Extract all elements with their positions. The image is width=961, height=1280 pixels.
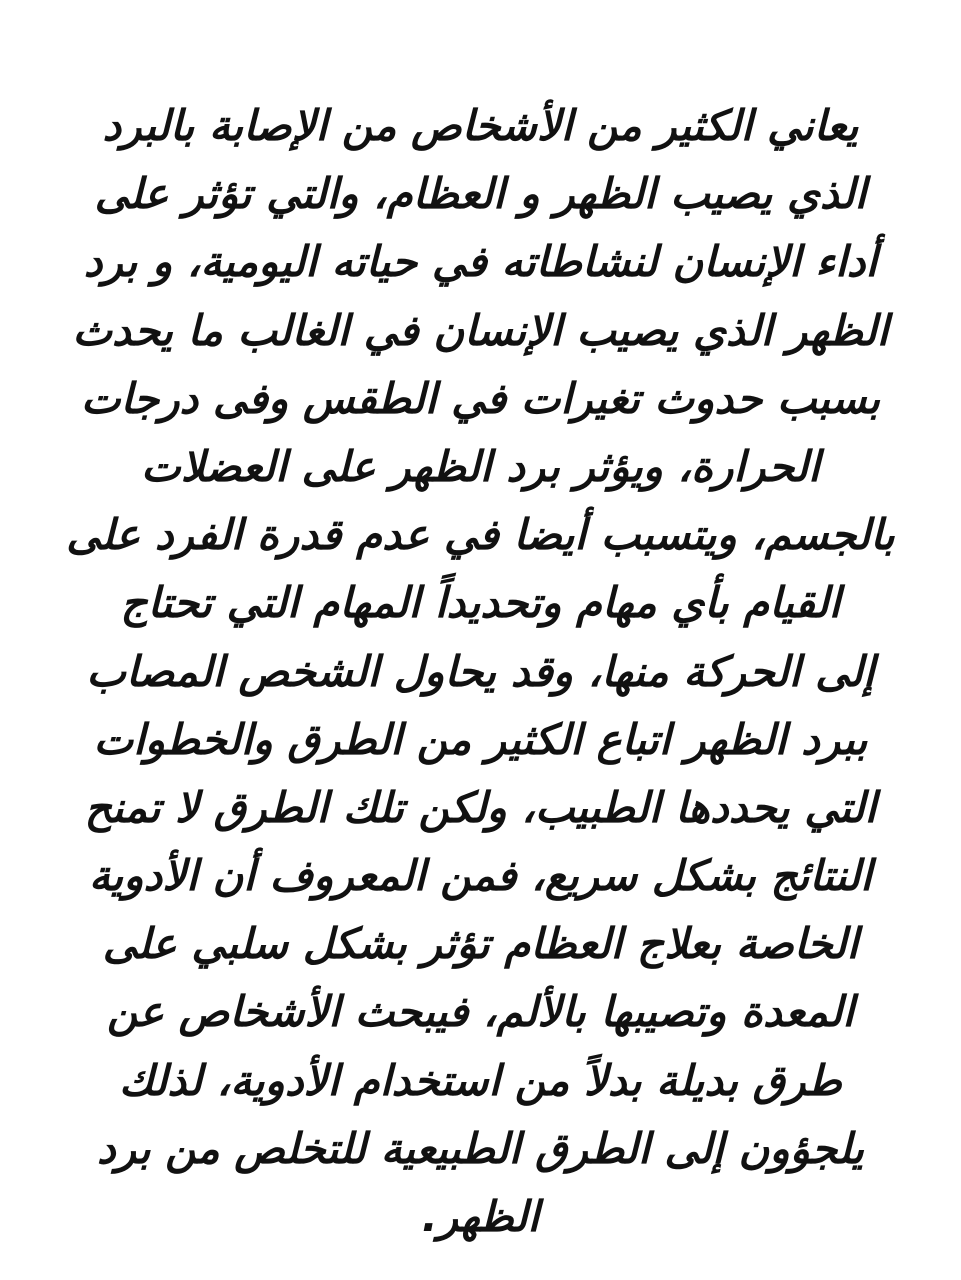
text-line: الظهر الذي يصيب الإنسان في الغالب ما يحدث: [72, 305, 889, 355]
text-line: أداء الإنسان لنشاطاته في حياته اليومية، و برد: [83, 237, 878, 287]
text-line: المعدة وتصيبها بالألم، فيبحث الأشخاص عن: [106, 987, 855, 1037]
text-line-last: الظهر.: [421, 1192, 540, 1241]
text-line: طرق بديلة بدلاً من استخدام الأدوية، لذلك: [119, 1055, 842, 1105]
article-text: [10, 92, 951, 1251]
text-line: إلى الحركة منها، وقد يحاول الشخص المصاب: [86, 646, 875, 696]
text-line: ببرد الظهر اتباع الكثير من الطرق والخطوات: [93, 714, 868, 764]
text-line: الذي يصيب الظهر و العظام، والتي تؤثر على: [94, 169, 867, 219]
text-line: النتائج بشكل سريع، فمن المعروف أن الأدوية: [89, 851, 872, 901]
text-line: الخاصة بعلاج العظام تؤثر بشكل سلبي على: [102, 919, 859, 969]
text-line: بالجسم، ويتسبب أيضا في عدم قدرة الفرد على: [66, 510, 895, 560]
text-line: يعاني الكثير من الأشخاص من الإصابة بالبرد: [102, 101, 859, 150]
text-line: بسبب حدوث تغيرات في الطقس وفى درجات: [80, 373, 881, 423]
text-line: الحرارة، ويؤثر برد الظهر على العضلات: [141, 441, 820, 491]
text-line: التي يحددها الطبيب، ولكن تلك الطرق لا تمنح: [84, 782, 877, 832]
text-line: القيام بأي مهام وتحديداً المهام التي تحتاج: [120, 578, 841, 628]
text-line: يلجؤون إلى الطرق الطبيعية للتخلص من برد: [96, 1123, 864, 1173]
